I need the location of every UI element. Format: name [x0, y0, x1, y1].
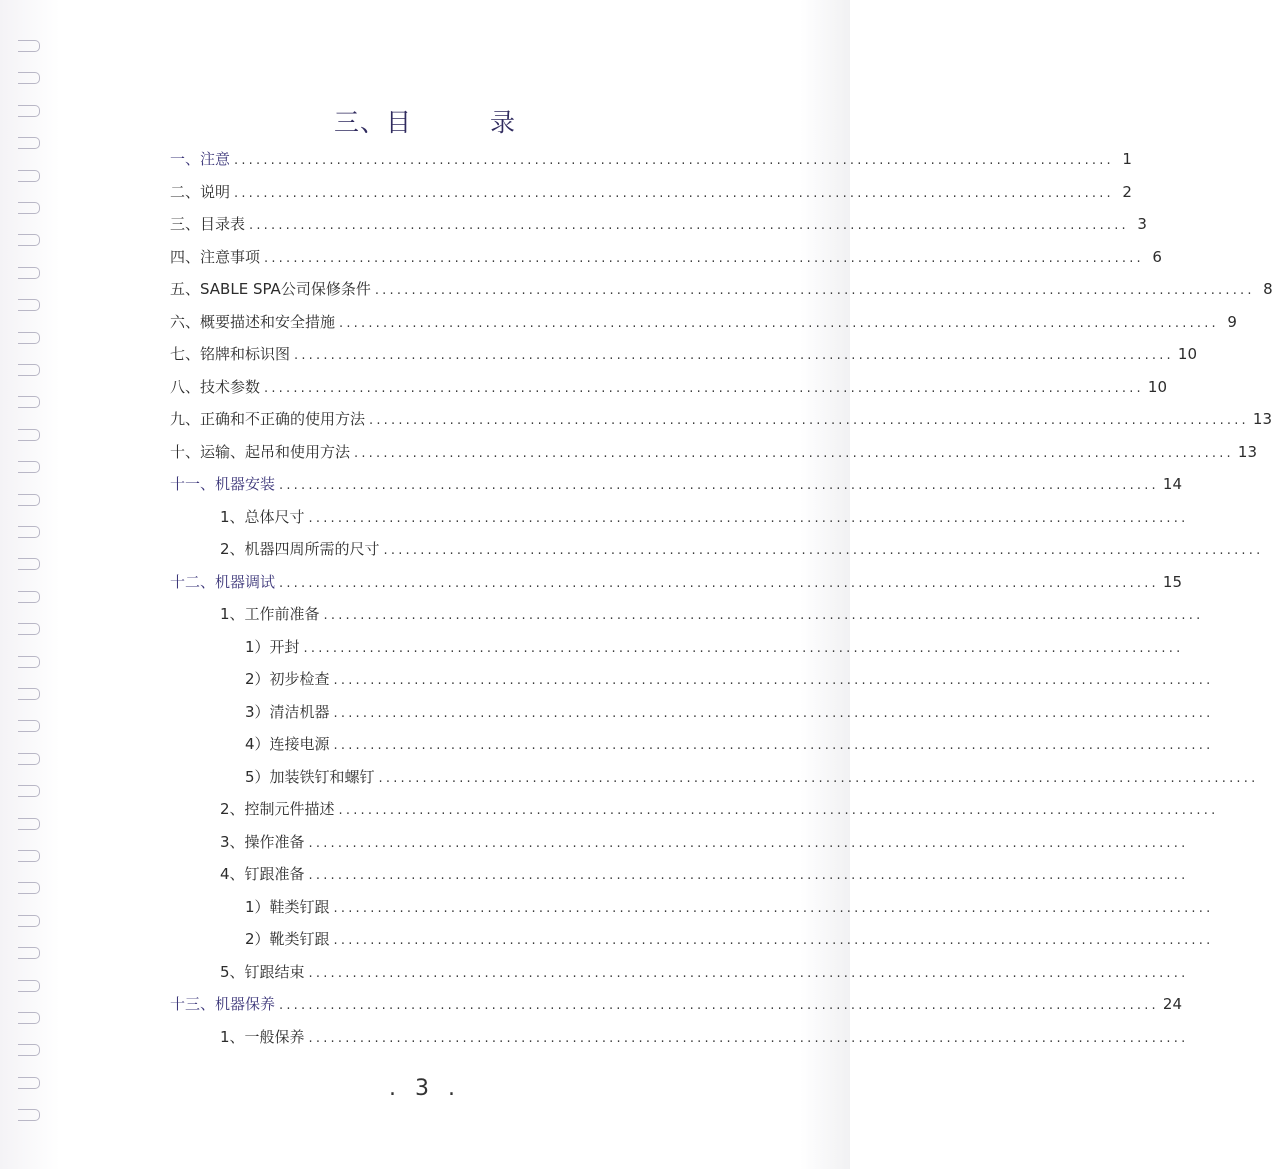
toc-dot-leader: ........................................................................................................................ [308, 835, 1189, 851]
toc-entry[interactable] [220, 831, 1189, 853]
toc-entry[interactable] [220, 1026, 1189, 1048]
toc-entry-label: 4、钉跟准备 [220, 865, 305, 883]
toc-entry-label: 十、运输、起吊和使用方法 [170, 442, 351, 461]
toc-entry-label: 2、机器四周所需的尺寸 [220, 540, 380, 558]
toc-entry[interactable] [220, 863, 1189, 885]
toc-dot-leader: ........................................................................................................................ [308, 868, 1189, 883]
toc-entry-label: 1）鞋类钉跟 [245, 897, 330, 916]
toc-dot-leader: ........................................................................................................................ [333, 933, 1214, 948]
toc-entry[interactable] [170, 473, 1182, 495]
toc-entry[interactable] [220, 961, 1189, 983]
toc-entry-label: 4）连接电源 [245, 735, 330, 753]
toc-dot-leader: ........................................................................................................................ [279, 478, 1159, 493]
toc-dot-leader: ........................................................................................................................ [234, 185, 1114, 201]
toc-entry-label: 十二、机器调试 [170, 572, 276, 591]
toc-entry-label: 九、正确和不正确的使用方法 [170, 410, 366, 428]
toc-dot-leader: ........................................................................................................................ [333, 705, 1214, 721]
toc-entry-label: 2）初步检查 [245, 670, 330, 688]
toc-entry-label: 十一、机器安装 [170, 475, 276, 493]
toc-dot-leader: ........................................................................................................................ [249, 218, 1129, 233]
toc-entry-label: 四、注意事项 [170, 247, 261, 266]
toc-dot-leader: ........................................................................................................................ [323, 608, 1204, 623]
toc-dot-leader: ........................................................................................................................ [338, 803, 1219, 818]
toc-dot-leader: ........................................................................................................................ [374, 283, 1255, 298]
toc-entry[interactable] [170, 213, 1147, 235]
toc-dot-leader: ........................................................................................................................ [354, 445, 1234, 461]
toc-entry-page-number: 14 [1162, 475, 1182, 493]
toc-entry-label: 五、SABLE SPA公司保修条件 [170, 280, 371, 298]
toc-entry-page-number: 15 [1162, 572, 1182, 591]
toc-entry[interactable] [245, 766, 1259, 788]
toc-entry-page-number: 24 [1162, 995, 1182, 1013]
toc-dot-leader: ........................................................................................................................ [369, 413, 1249, 428]
toc-dot-leader: ........................................................................................................................ [234, 153, 1114, 168]
toc-entry[interactable] [170, 181, 1132, 203]
toc-entry[interactable] [220, 506, 1189, 528]
toc-entry-page-number: 3 [1137, 215, 1147, 233]
toc-entry[interactable] [245, 733, 1214, 755]
toc-entry-page-number: 1 [1122, 150, 1132, 168]
title-part-1: 三、目 [333, 108, 412, 137]
toc-entry[interactable] [170, 343, 1197, 365]
toc-dot-leader: ........................................................................................................................ [333, 673, 1214, 688]
toc-dot-leader: ........................................................................................................................ [308, 965, 1189, 981]
toc-entry-page-number: 6 [1152, 247, 1162, 266]
toc-entry[interactable] [170, 376, 1167, 398]
toc-entry-page-number: 10 [1177, 345, 1197, 363]
toc-entry[interactable] [170, 311, 1237, 333]
title-part-2: 录 [490, 108, 517, 137]
toc-dot-leader: ........................................................................................................................ [279, 998, 1159, 1013]
toc-dot-leader: ........................................................................................................................ [264, 250, 1144, 266]
toc-entry-label: 2）靴类钉跟 [245, 930, 330, 948]
toc-entry[interactable] [245, 701, 1214, 723]
toc-entry[interactable] [245, 636, 1184, 658]
toc-dot-leader: ........................................................................................................................ [333, 900, 1214, 916]
toc-entry[interactable] [220, 603, 1204, 625]
toc-entry-label: 二、说明 [170, 182, 231, 201]
toc-entry[interactable] [170, 246, 1162, 268]
toc-dot-leader: ........................................................................................................................ [308, 1030, 1189, 1046]
toc-entry-label: 一、注意 [170, 150, 231, 168]
toc-entry-label: 3）清洁机器 [245, 702, 330, 721]
toc-entry-label: 1）开封 [245, 637, 300, 656]
toc-dot-leader: ........................................................................................................................ [378, 770, 1259, 786]
toc-entry-label: 2、控制元件描述 [220, 800, 335, 818]
toc-entry[interactable] [245, 928, 1214, 950]
toc-entry-page-number: 13 [1237, 442, 1257, 461]
toc-entry[interactable] [170, 993, 1182, 1015]
toc-entry[interactable] [170, 278, 1273, 300]
toc-dot-leader: ........................................................................................................................ [308, 510, 1189, 526]
toc-dot-leader: ........................................................................................................................ [303, 640, 1184, 656]
toc-entry-page-number: 8 [1263, 280, 1273, 298]
toc-entry-label: 十三、机器保养 [170, 995, 276, 1013]
toc-entry-label: 六、概要描述和安全措施 [170, 312, 336, 331]
toc-entry-label: 1、总体尺寸 [220, 507, 305, 526]
toc-entry-label: 七、铭牌和标识图 [170, 345, 291, 363]
toc-entry[interactable] [245, 896, 1214, 918]
toc-entry-label: 5）加装铁钉和螺钉 [245, 767, 375, 786]
toc-entry-label: 1、工作前准备 [220, 605, 320, 623]
toc-entry[interactable] [220, 538, 1264, 560]
toc-dot-leader: ........................................................................................................................ [339, 315, 1219, 331]
toc-entry[interactable] [220, 798, 1219, 820]
toc-dot-leader: ........................................................................................................................ [333, 738, 1214, 753]
page-number-footer: . 3 . [389, 1076, 461, 1101]
toc-entry-page-number: 2 [1122, 182, 1132, 201]
toc-dot-leader: ........................................................................................................................ [294, 348, 1174, 363]
toc-dot-leader: ........................................................................................................................ [279, 575, 1159, 591]
toc-entry-page-number: 9 [1227, 312, 1237, 331]
toc-entry-label: 3、操作准备 [220, 832, 305, 851]
toc-entry-label: 1、一般保养 [220, 1027, 305, 1046]
toc-entry[interactable] [170, 148, 1132, 170]
toc-entry-page-number: 13 [1252, 410, 1272, 428]
toc-entry-page-number: 10 [1147, 377, 1167, 396]
toc-entry-label: 三、目录表 [170, 215, 246, 233]
toc-entry[interactable] [170, 408, 1272, 430]
toc-entry-label: 八、技术参数 [170, 377, 261, 396]
toc-entry[interactable] [170, 571, 1182, 593]
toc-entry[interactable] [245, 668, 1214, 690]
toc-entry-label: 5、钉跟结束 [220, 962, 305, 981]
toc-dot-leader: ........................................................................................................................ [383, 543, 1264, 558]
toc-entry[interactable] [170, 441, 1257, 463]
toc-dot-leader: ........................................................................................................................ [264, 380, 1144, 396]
